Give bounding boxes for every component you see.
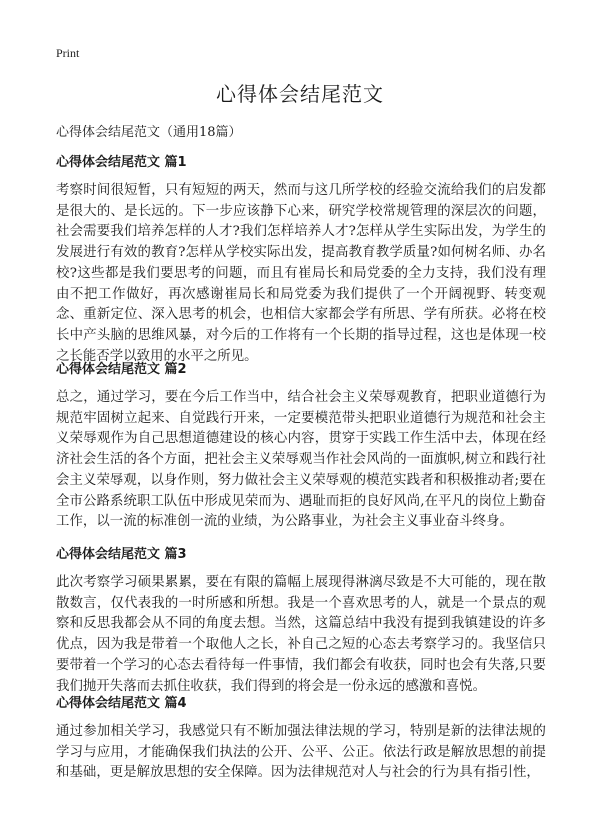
section-body: 此次考察学习硕果累累，要在有限的篇幅上展现得淋漓尽致是不大可能的，现在散散数言，仅代表我的一时所感和所想。我是一个喜欢思考的人，就是一个景点的观察和反思我都会从不同的角度去想。当然，这篇总结中我没有提到我镇建设的许多优点，因为我是带着一个取他人之长，补自己之短的心态去考察学习的。我坚信只要带着一个学习的心态去看待每一件事情，我们都会有收获，同时也会有失落,只要我们抛开失落而去抓住收获，我们得到的将会是一份永远的感激和喜悦。: [56, 575, 546, 694]
section-2: [56, 358, 546, 533]
section-heading: 心得体会结尾范文 篇2: [56, 362, 187, 377]
section-3: [56, 543, 546, 697]
section-heading: 心得体会结尾范文 篇1: [56, 155, 187, 170]
section-body: 考察时间很短暂，只有短短的两天，然而与这几所学校的经验交流给我们的启发都是很大的、是长远的。下一步应该静下心来，研究学校常规管理的深层次的问题，社会需要我们培养怎样的人才?我们怎样培养人才?怎样从学生实际出发，为学生的发展进行有效的教育?怎样从学校实际出发，提高教育教学质量?如何树名师、办名校?这些都是我们要思考的问题，而且有崔局长和局党委的全力支持，我们没有理由不把工作做好，再次感谢崔局长和局党委为我们提供了一个开阔视野、转变观念、重新定位、深入思考的机会，也相信大家都会学有所思、学有所获。必将在校长中产头脑的思维风暴，对今后的工作将有一个长期的指导过程，这也是体现一校之长能否学以致用的水平之所见。: [56, 183, 546, 364]
section-body: 总之，通过学习，要在今后工作当中，结合社会主义荣辱观教育，把职业道德行为规范牢固树立起来、自觉践行开来，一定要模范带头把职业道德行为规范和社会主义荣辱观作为自己思想道德建设的核心内容，贯穿于实践工作生活中去，体现在经济社会生活的各个方面，把社会主义荣辱观当作社会风尚的一面旗帜,树立和践行社会主义荣辱观，以身作则，努力做社会主义荣辱观的模范实践者和积极推动者;要在全市公路系统职工队伍中形成见荣而为、遇耻而拒的良好风尚,在平凡的岗位上勤奋工作，以一流的标准创一流的业绩，为公路事业，为社会主义事业奋斗终身。: [56, 390, 546, 530]
section-1: [56, 151, 546, 367]
print-link[interactable]: Print: [56, 46, 80, 60]
section-4: [56, 692, 546, 784]
section-body: 通过参加相关学习，我感觉只有不断加强法律法规的学习，特别是新的法律法规的学习与应用，才能确保我们执法的公开、公平、公正。依法行政是解放思想的前提和基础，更是解放思想的安全保障。因为法律规范对人与社会的行为具有指引性，: [56, 724, 546, 781]
section-heading: 心得体会结尾范文 篇3: [56, 547, 187, 562]
document-title: 心得体会结尾范文: [216, 82, 384, 106]
section-heading: 心得体会结尾范文 篇4: [56, 696, 187, 711]
document-subtitle: 心得体会结尾范文（通用18篇）: [56, 125, 242, 140]
